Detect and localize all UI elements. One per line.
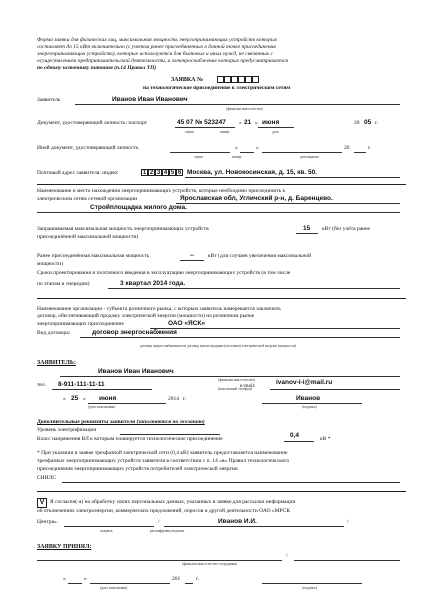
phone-underline	[52, 389, 152, 390]
quote-close: »	[256, 145, 259, 151]
year-prefix: 20	[344, 145, 350, 151]
caption-signature: подпись	[100, 529, 113, 533]
consent-label: Центра».	[37, 519, 59, 525]
email-label: e-mail:	[240, 383, 256, 389]
consent-name-underline	[164, 526, 344, 527]
consent-text: Я согласен(-а) на обработку своих персональных данных, указанных в заявке для рассылки информации	[50, 499, 296, 505]
applicant-name-field[interactable]: Иванов Иван Иванович	[112, 96, 188, 103]
voltage-label: Класс напряжения ВЛ к которым планируется технологическое присоединение	[37, 436, 223, 442]
other-document-underline[interactable]	[170, 152, 230, 153]
previous-power-unit: кВт (для случаев увеличения максимальной	[208, 253, 312, 259]
consent-checkbox[interactable]: V	[37, 498, 47, 508]
caption-date: дата выдачи	[300, 155, 319, 159]
number-cell[interactable]	[217, 76, 224, 83]
signer-underline	[60, 376, 400, 377]
applicant-underline	[75, 104, 400, 105]
other-document-label: Иной документ, удостоверяющий личность	[37, 145, 139, 151]
number-cell[interactable]	[231, 76, 238, 83]
requested-power-label: Запрашиваемая максимальная мощность энергопринимающих устройств	[37, 226, 209, 232]
previous-power-label-2: мощности)	[37, 261, 63, 267]
consent-signer-field[interactable]: Иванов И.И.	[218, 518, 257, 525]
snils-label: СНИЛС	[37, 475, 57, 481]
sign-caption: (подпись)	[302, 405, 317, 409]
year-suffix: г.	[368, 145, 372, 151]
signature-underline	[262, 403, 362, 404]
applicant-label: Заявитель	[37, 97, 61, 103]
caption-series: серия	[194, 155, 203, 159]
accepted-day-underline[interactable]	[68, 583, 82, 584]
consent-signature-underline[interactable]	[64, 526, 154, 527]
index-digit-cell[interactable]: 5	[170, 170, 175, 176]
date-caption: (дата заполнения)	[88, 405, 116, 409]
previous-power-label: Ранее присоединённая максимальная мощность	[37, 253, 150, 259]
supplier-label: энергопринимающих присоединение	[37, 321, 124, 327]
contract-label: Вид договора:	[37, 330, 71, 336]
number-cell[interactable]	[252, 76, 259, 83]
supplier-text: Наименование организации - субъекта розничного рынка, с которым заявитель намеревается заключить	[37, 306, 281, 312]
accepted-date-caption: (дата заполнения)	[100, 586, 128, 590]
quote-close: »	[83, 396, 86, 402]
fill-year: 2014	[168, 396, 179, 402]
signer-name-field[interactable]: Иванов Иван Иванович	[98, 368, 174, 375]
consent-text: об отключениях электроэнергии, коммерческих предложений, опросов и другой деятельности ОАО «МРСК	[37, 508, 291, 514]
quote-close: »	[255, 120, 258, 126]
contract-type-field[interactable]: договор энергоснабжения	[92, 329, 177, 336]
month-underline	[258, 127, 294, 128]
extra-title-note: (заполняются по желанию)	[136, 419, 205, 425]
location-underline	[176, 203, 400, 204]
address-label: Почтовый адрес заявителя: индекс	[37, 170, 119, 176]
requested-power-unit: кВт (без учёта ранее	[322, 226, 370, 232]
applicant-block-label: ЗАЯВИТЕЛЬ:	[37, 360, 76, 366]
supplier-underline	[150, 328, 400, 329]
accepted-label: ЗАЯВКУ ПРИНЯЛ:	[37, 544, 92, 550]
slash: /	[158, 519, 160, 525]
location-text: электрическим сетям сетевой организации	[37, 196, 138, 202]
issue-year-field[interactable]: 05	[364, 119, 372, 126]
phone-label: тел.	[37, 382, 46, 388]
number-cell[interactable]	[224, 76, 231, 83]
section-divider	[37, 491, 406, 492]
requested-power-field[interactable]: 15	[303, 225, 311, 232]
index-digit-cell[interactable]: 3	[156, 170, 161, 176]
contract-caption: договор энергоснабжения или договор купли-продажи (поставки) электрической энергии (мощности)	[140, 344, 297, 348]
other-month-underline[interactable]	[262, 152, 342, 153]
supplier-field[interactable]: ОАО «ЯСК»	[168, 320, 205, 327]
quote-open: «	[235, 145, 238, 151]
intro-line: энергопринимающих устройств), которые используются для бытовых и иных нужд, не связанных с	[37, 51, 273, 57]
schedule-label: по этапам и очередям)	[37, 281, 90, 287]
location-field[interactable]: Ярославская обл, Угличский р-н, д. Баренцево.	[180, 195, 333, 202]
contract-underline	[80, 337, 400, 338]
quote-open: «	[63, 576, 66, 582]
voltage-underline	[284, 441, 314, 442]
intro-line: осуществлением предпринимательской деятельности, и электроснабжение которых предусматривается	[37, 58, 288, 64]
index-digit-cell[interactable]: 6	[177, 170, 182, 176]
caption-decode: расшифровка подписи	[150, 529, 185, 533]
form-title: ЗАЯВКА №	[171, 77, 204, 83]
signature-field[interactable]: Иванов	[296, 395, 321, 402]
footnote-line: * При указании в заявке трехфазной электрической сети (0,4 кВ) заявитель предоставляется наименование	[37, 450, 288, 456]
section-divider	[37, 298, 406, 299]
schedule-text: Сроки проектирования и поэтапного введения в эксплуатацию энергопринимающих устройств (в том числе	[37, 270, 291, 276]
footnote-line: трехфазных энергопринимающих устройств заявителя в соответствии с п. 14 «в» Правил технологического	[37, 458, 290, 464]
location-text: Наименование и место нахождения энергопринимающих устройств, которые необходимо присоединить к	[37, 188, 286, 194]
supplier-text: договор, обеспечивающий продажу электрической энергии (мощности) на розничном рынке	[37, 313, 255, 319]
snils-underline[interactable]	[62, 482, 400, 483]
accepted-signature-underline[interactable]	[262, 583, 362, 584]
requested-power-underline	[296, 233, 318, 234]
requested-power-label-2: присоединённой максимальной мощности)	[37, 234, 139, 240]
index-digit-cell[interactable]: 4	[163, 170, 168, 176]
voltage-field[interactable]: 0,4	[290, 432, 300, 439]
extra-title	[37, 420, 205, 426]
fill-day-field[interactable]: 25	[71, 395, 79, 402]
accepted-name-underline[interactable]	[37, 560, 282, 561]
slash: /	[286, 553, 288, 559]
address-underline	[185, 177, 400, 178]
caption-number: номер	[220, 130, 230, 134]
accepted-caption: (фамилия имя отчество сотрудника)	[182, 562, 238, 566]
accepted-year-underline[interactable]	[185, 583, 193, 584]
reliability-underline[interactable]	[120, 434, 220, 435]
quote-close: »	[84, 576, 87, 582]
year-prefix: 20	[354, 120, 360, 126]
index-digit-cell[interactable]: 1	[142, 170, 147, 176]
caption-series: серия	[185, 130, 194, 134]
fill-month-underline	[88, 403, 166, 404]
other-year-underline[interactable]	[354, 152, 366, 153]
accepted-sign-underline[interactable]	[294, 560, 400, 561]
accepted-month-underline[interactable]	[90, 583, 170, 584]
intro-line: по одному источнику питания (п.14 Правил ТП)	[37, 65, 157, 71]
year-suffix: г.	[375, 120, 379, 126]
phone-caption: (контактный телефон)	[218, 387, 252, 391]
index-digit-cell[interactable]: 2	[149, 170, 154, 176]
issue-day-field[interactable]: 21	[244, 119, 252, 126]
email-field[interactable]: ivanov-i-i@mail.ru	[276, 379, 333, 386]
year-suffix: г.	[196, 576, 200, 582]
phone-field[interactable]: 8-911-111-11-11	[58, 381, 105, 388]
quote-open: «	[63, 396, 66, 402]
location-underline	[37, 212, 400, 213]
schedule-underline	[108, 288, 400, 289]
reliability-label: Уровень электрификации	[37, 427, 97, 433]
footnote-line: присоединения энергопринимающих устройств потребителей электрической энергии	[37, 466, 238, 472]
number-cell[interactable]	[238, 76, 245, 83]
number-cell[interactable]	[245, 76, 252, 83]
document-label: Документ, удостоверяющий личность: паспорт	[37, 120, 148, 126]
previous-power-underline	[180, 260, 204, 261]
extra-title-text: Дополнительные реквизиты заявителя	[37, 419, 136, 425]
section-divider	[37, 184, 406, 185]
document-number-underline	[175, 127, 235, 128]
quote-open: «	[239, 120, 242, 126]
location-field-2[interactable]: Стройплощадка жилого дома.	[90, 204, 187, 211]
signer-caption: (фамилия имя отчество)	[218, 378, 255, 382]
year-prefix: 201	[172, 576, 181, 582]
postal-address-field[interactable]: Москва, ул. Новокосинская, д. 15, кв. 50.	[187, 169, 318, 176]
form-subtitle: на технологическое присоединение к электрическим сетям	[143, 85, 291, 91]
issue-month-field[interactable]: июня	[262, 119, 280, 126]
intro-line: составляет до 15 кВт включительно (с учетом ранее присоединенных в данной точке присоединения	[37, 44, 276, 50]
caption-date: дата	[272, 130, 279, 134]
other-day-underline[interactable]	[240, 152, 254, 153]
year-suffix: г.	[183, 396, 187, 402]
accepted-sign-caption: (подпись)	[302, 586, 317, 590]
intro-line: Форма заявки для физических лиц, максимальная мощность энергопринимающих устройств которых	[37, 37, 278, 43]
caption-number: номер	[232, 155, 242, 159]
voltage-unit: кВ *	[320, 436, 331, 442]
fill-month-field[interactable]: июня	[99, 395, 117, 402]
email-underline	[270, 389, 400, 390]
previous-power-field[interactable]: --	[190, 252, 195, 259]
applicant-caption: (фамилия имя отчество)	[226, 107, 263, 111]
slash: /	[347, 519, 349, 525]
passport-number-field[interactable]: 45 07 № 523247	[177, 119, 226, 126]
schedule-field[interactable]: 3 квартал 2014 года.	[120, 280, 186, 287]
